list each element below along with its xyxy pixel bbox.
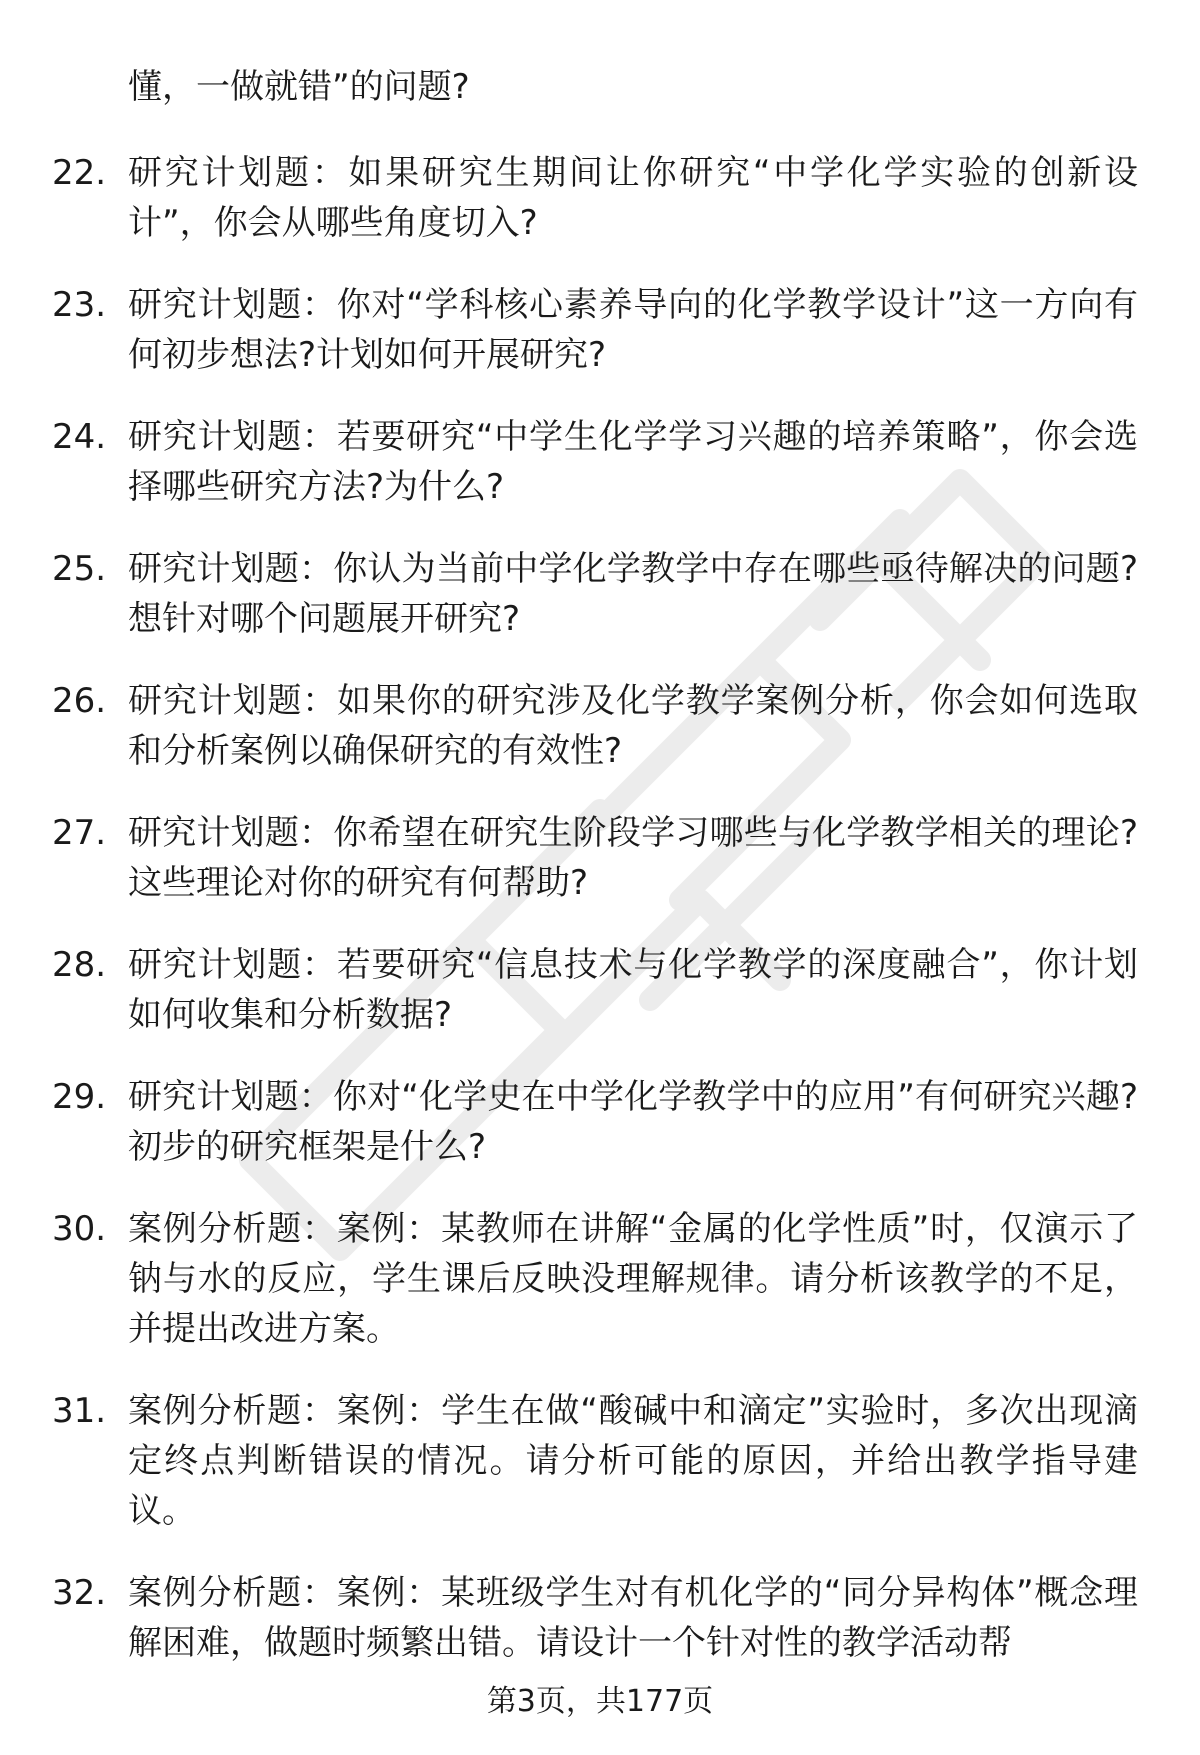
list-item (0, 1204, 1138, 1354)
list-item (0, 544, 1138, 644)
item-text: 研究计划题：如果研究生期间让你研究“中学化学实验的创新设计”，你会从哪些角度切入? (128, 153, 1138, 243)
item-text: 案例分析题：案例：某教师在讲解“金属的化学性质”时，仅演示了钠与水的反应，学生课后反映没理解规律。请分析该教学的不足，并提出改进方案。 (128, 1209, 1138, 1349)
item-text: 研究计划题：若要研究“中学生化学学习兴趣的培养策略”，你会选择哪些研究方法?为什么? (128, 417, 1138, 507)
item-text: 研究计划题：若要研究“信息技术与化学教学的深度融合”，你计划如何收集和分析数据? (128, 945, 1138, 1035)
question-list (0, 148, 1200, 1700)
list-item (0, 940, 1138, 1040)
item-number: 23. (52, 285, 107, 325)
list-item (0, 1072, 1138, 1172)
item-number: 30. (52, 1209, 107, 1249)
item-text: 案例分析题：案例：学生在做“酸碱中和滴定”实验时，多次出现滴定终点判断错误的情况。请分析可能的原因，并给出教学指导建议。 (128, 1391, 1138, 1531)
item-number: 32. (52, 1573, 107, 1613)
item-text: 研究计划题：你对“化学史在中学化学教学中的应用”有何研究兴趣?初步的研究框架是什么? (128, 1077, 1138, 1167)
item-number: 28. (52, 945, 107, 985)
list-item (0, 676, 1138, 776)
item-number: 27. (52, 813, 107, 853)
page-number-footer: 第3页，共177页 (486, 1684, 714, 1719)
list-item (0, 1386, 1138, 1536)
list-item (0, 1568, 1138, 1668)
list-item (0, 412, 1138, 512)
item-number: 24. (52, 417, 107, 457)
list-item (0, 148, 1138, 248)
item-text: 研究计划题：你希望在研究生阶段学习哪些与化学教学相关的理论?这些理论对你的研究有何帮助? (128, 813, 1138, 903)
item-number: 29. (52, 1077, 107, 1117)
item-number: 25. (52, 549, 107, 589)
item-text: 研究计划题：你对“学科核心素养导向的化学教学设计”这一方向有何初步想法?计划如何开展研究? (128, 285, 1138, 375)
item-text: 研究计划题：如果你的研究涉及化学教学案例分析，你会如何选取和分析案例以确保研究的有效性? (128, 681, 1138, 771)
list-item (0, 808, 1138, 908)
continuation-text: 懂，一做就错”的问题? (128, 67, 470, 107)
item-text: 案例分析题：案例：某班级学生对有机化学的“同分异构体”概念理解困难，做题时频繁出错。请设计一个针对性的教学活动帮 (128, 1573, 1138, 1663)
item-number: 22. (52, 153, 107, 193)
item-number: 26. (52, 681, 107, 721)
list-item (0, 280, 1138, 380)
item-number: 31. (52, 1391, 107, 1431)
item-text: 研究计划题：你认为当前中学化学教学中存在哪些亟待解决的问题?想针对哪个问题展开研究? (128, 549, 1138, 639)
